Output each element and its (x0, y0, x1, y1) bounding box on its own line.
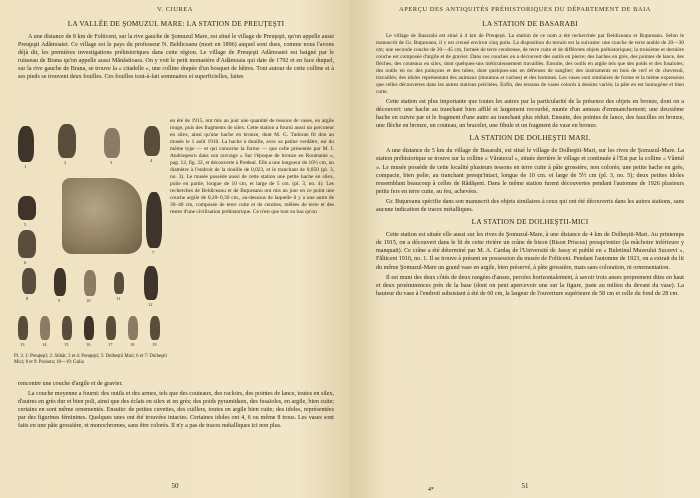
right-column (376, 16, 684, 300)
signature-mark: 4* (428, 487, 434, 493)
plate-number: 13 (20, 342, 25, 347)
artifact-1 (18, 126, 34, 162)
artifact-16 (84, 316, 94, 340)
plate-number: 19 (152, 342, 157, 347)
artifact-15 (62, 316, 72, 340)
section-title: LA STATION DE DOLHEŞTII-MICI (471, 217, 589, 227)
paragraph: Cette station est située elle aussi sur les rives de Şomuzul-Mare, à une distance de 4 km de Dolheştii-Mari. Au printemps de 1915, on a découvert dans le lit de cette rivière un crâne de bison (Bison Priscus) presqu'entier (la mâchoire inférieure y manquait). Ce crâne a été déterminé par M. A. Cardaş de l'Université de Jassy et publié en « Buletinul Muzeului Suceevi », Fălticeni 1916, no. 1. Il se trouve à présent en possession du musée de Folticeni. Pendant l'automne de 1923, on a extrait du lit du même Şomuzul-Mare un grand vase en argile, bien préservé, à pâte grossière, mais sans coloration, ni ornementation. (376, 232, 684, 271)
plate-number: 17 (108, 342, 113, 347)
artifact-4 (144, 126, 160, 156)
plate-number: 3 (110, 160, 113, 165)
page-number: 50 (171, 482, 179, 490)
plate-number: 15 (64, 342, 69, 347)
section-title: LA STATION DE DOLHEŞTII MARI. (469, 133, 591, 143)
artifact-17 (106, 316, 116, 340)
plate-number: 11 (116, 296, 121, 301)
artifact-7 (146, 192, 162, 248)
artifact-3 (104, 128, 120, 158)
artifact-12 (144, 266, 158, 300)
paragraph: A une distance de 8 km de Folticeni, sur la rive gauche de Şomuzul Mare, est situé le village de Preuţeşti, qu'on appelle aussi Preuţeşti Adămoaiei. Ce village est le pays du professeur N. Beldiceanu (mort en 1896) auquel sont dues, comme nous l'avons déjà dit, les premières investigations préhistoriques dans cette région. Le village de Preuţeşti Adămoaiei est baigné par le ruisseau de Brana qu'on appelle aussi Mănăstioara. On y voit le petit monastère d'Adămoaia qui date de 1792 et en face duquel, sur la rive gauche de Brana, se trouve la « citadelle », une colline drapée d'un bosquet de hêtres. Tout autour de cette colline et à ses pieds se trouvent deux fouilles. Ces fouilles tout-à-fait sommaires et superficielles, faites (18, 34, 334, 81)
section-title: LA STATION DE BASARABI (482, 19, 578, 28)
plate-number: 5 (24, 222, 27, 227)
paragraph: A une distance de 5 km du village de Basarabi, est situé le village de Dolheştii-Mari, sur les rives de Şomuzul-Mare. La station préhistorique se trouve sur la colline « Văratecul », située derrière le village et continuée à l'Est par la colline « Vântul ». Le musée possède de cette localité plusieurs tessons en terre cuite à pâte grossière, non colorés; une petite hache en grès, compacte, bien polie, au tranchant presqu'intact, longue de 10 cm. et large de 5½ cm (pl. 3, no. 5); deux petites idoles ressemblant beaucoup à celles de Rădăşeni. Dans le même station furent découvertes pendant l'automne de 1926 plusieurs petits fers en terre cuite, au feu, achevées. (376, 148, 684, 195)
page-number: 51 (521, 482, 529, 490)
plate-number: 9 (58, 298, 61, 303)
urn-image (62, 178, 142, 254)
plate-number: 16 (86, 342, 91, 347)
plate-number: 6 (24, 260, 27, 265)
artifact-8 (22, 268, 36, 294)
paragraph: Le village de Basarabi est situé à 4 km de Preuţeşti. La station de ce nom a été recherchée par Beldiceanu et Buţureanu. Selon le manuscrit de Gr. Buţureanu, il y est creusé environ cinq puits. La disposition du terrain est la suivante: une couche de terre arable de 20—30 cm; une seconde couche de 30—45 cm, formée de terre cendreuse, de terre cuite et de différents objets préhistoriques; la troisième et dernière couche est composée d'argile et de gravier. Dans ces couches on a découvert des outils en pierre; des haches en grès, des pointes de lance, des flèches, des couteaux en silex, dont quelques-uns méticuleusement travaillés. Ensuite, des outils en argile tels que des poids et des fusaïoles; des outils en os: des poinçons et des tubes, dont quelques-uns en défenses de sanglier; des instruments en bois de cerf et de chevreuil, travaillés; des idoles représentant des animaux (moutons et vaches) et des hommes. Les vases sont similaires de forme et la même expression que celles découvertes dans les autres stations précitées. Enfin, des tessons de vases colorés à dessins variés; la pâte en est homogène et bien cuite. (376, 33, 684, 95)
artifact-2 (58, 124, 76, 158)
artifact-9 (54, 268, 66, 296)
plate-number: 12 (148, 302, 153, 307)
artifact-14 (40, 316, 50, 340)
artifact-11 (114, 272, 124, 294)
paragraph: rencontre une couche d'argile et de gravier. (18, 381, 123, 387)
right-page (350, 0, 700, 498)
paragraph: Il est muni des deux côtés de deux rangées d'anses, percées horizontalement, à savoir trois anses proprement dites en haut et deux proéminences près de la base (dont on peut apercevoir une sur la figure, juste au milieu du devant du vase). La hauteur du vase à l'endroit subsistant à été de 60 cm, la largeur de l'ouverture supérieure de 58 cm et celle du fond de 28 cm. (376, 274, 684, 297)
paragraph: Cette station est plus importante que toutes les autres par la particularité de la présence des objets en bronze, dont on a découvert: une hache au tranchant bien affilé et largement recourbé, munie d'un anneau d'emmanchement; une deuxième hache en cuivre par et le fragment d'une autre au tranchant plus réduit. Ensuite, des pointes de lance, des faucilles en bronze, une flèche en bronze, un couteau, un bracelet, une fibule et un fragment de vase en bronze. (376, 99, 684, 130)
plate-number: 18 (130, 342, 135, 347)
plate-number: 10 (86, 298, 91, 303)
left-column-top (18, 16, 334, 84)
artifact-5 (18, 196, 36, 220)
plate-number: 8 (26, 296, 29, 301)
plate-number: 2 (64, 160, 67, 165)
paragraph: La couche moyenne a fourni: des outils et des armes, tels que des couteaux, des racloirs, des pointes de lance, toutes en silex, d'autres en grès dur et bien poli, ainsi que des éclats en silex et en grès; des poids pyramidaux, des fusaïoles, en argile, bien cuite; certains en sont même ornementés. Ensuite: de petites cuvettes, des cuillers, toutes en argile bien cuite; des idoles, représentées par des figurines féminines. Quelques unes ont été trouvées intactes. Certaines idoles ont 4, 6 ou même 8 trous. Les vases sont faits en une pâte grossière, et monochromes, sans être colorés. Il n'y a pas de traces métalliques ici non plus. (18, 391, 334, 430)
artifact-19 (150, 316, 160, 340)
side-column (170, 118, 334, 218)
paragraph: Gr. Buţureanu spécifie dans son manuscrit des objets similaires à ceux qui ont été découverts dans les autres stations, sans aucune indication de traces métalliques. (376, 198, 684, 214)
figure-caption: Pl. 3. 1: Preuţeşti; 2: Stibăt; 3 et 4: Preuţeşti; 5: Dolheştii Mari; 6 et 7: Dolheştii Mici; 8 et 9: Probota; 10—19: Gulia (14, 354, 167, 366)
left-column-bottom (18, 380, 334, 433)
plate-figure (14, 118, 166, 380)
plate-number: 7 (152, 250, 155, 255)
running-head: V. CIUREA (157, 6, 193, 13)
plate-number: 1 (24, 164, 27, 169)
paragraph: en été de 1915, ont mis au jour une quantité de tessons de vases, en argile rouge, puis des fragments de silex. Cette station a fourni aussi un percuteur en silex, ainsi qu'une hache en bronze, dont M. G. Tudoran fit don au musée le 1 août 1916. La hache à douille, avec sa patine verdâtre, est du même type — et qui concerne la forme — que celle présentée par M. I. Andrieşescu dans son ouvrage « Sur l'époque de bronze en Roumanie », pag. 12, fig. 22, et découverte à Predeal. Elle a une longueur de 10½ cm, un diamètre à l'endroit de la douille de 0,023, et le tranchant de 0,050 (pl. 3, no. 3). Le musée possède aussi de cette station une petite hache en silex, polie en partie, longue de 10 cm, et large de 5 cm. (pl. 3, no. 4). Les recherches de Beldiceanu et de Buţureanu ont mis au jour en ce point une couche argile de 0,20–0,30 cm., au-dessous de laquelle il y a une autre de 30–40 cm, composée de terre cuite et de cendres, mêlées de terre et des restes d'une civilisation préhistorique. Ce n'est que tout en bas qu'on (170, 118, 334, 215)
artifact-6 (18, 230, 36, 258)
plate-number: 14 (42, 342, 47, 347)
artifact-18 (128, 316, 138, 340)
running-head: APERÇU DES ANTIQUITÉS PRÉHISTORIQUES DU DÉPARTEMENT DE BAIA (399, 6, 651, 13)
artifact-10 (84, 270, 96, 296)
section-title: LA VALLÉE DE ŞOMUZUL MARE: LA STATION DE PREUŢEŞTI (67, 19, 285, 28)
plate-number: 4 (150, 158, 153, 163)
artifact-13 (18, 316, 28, 340)
